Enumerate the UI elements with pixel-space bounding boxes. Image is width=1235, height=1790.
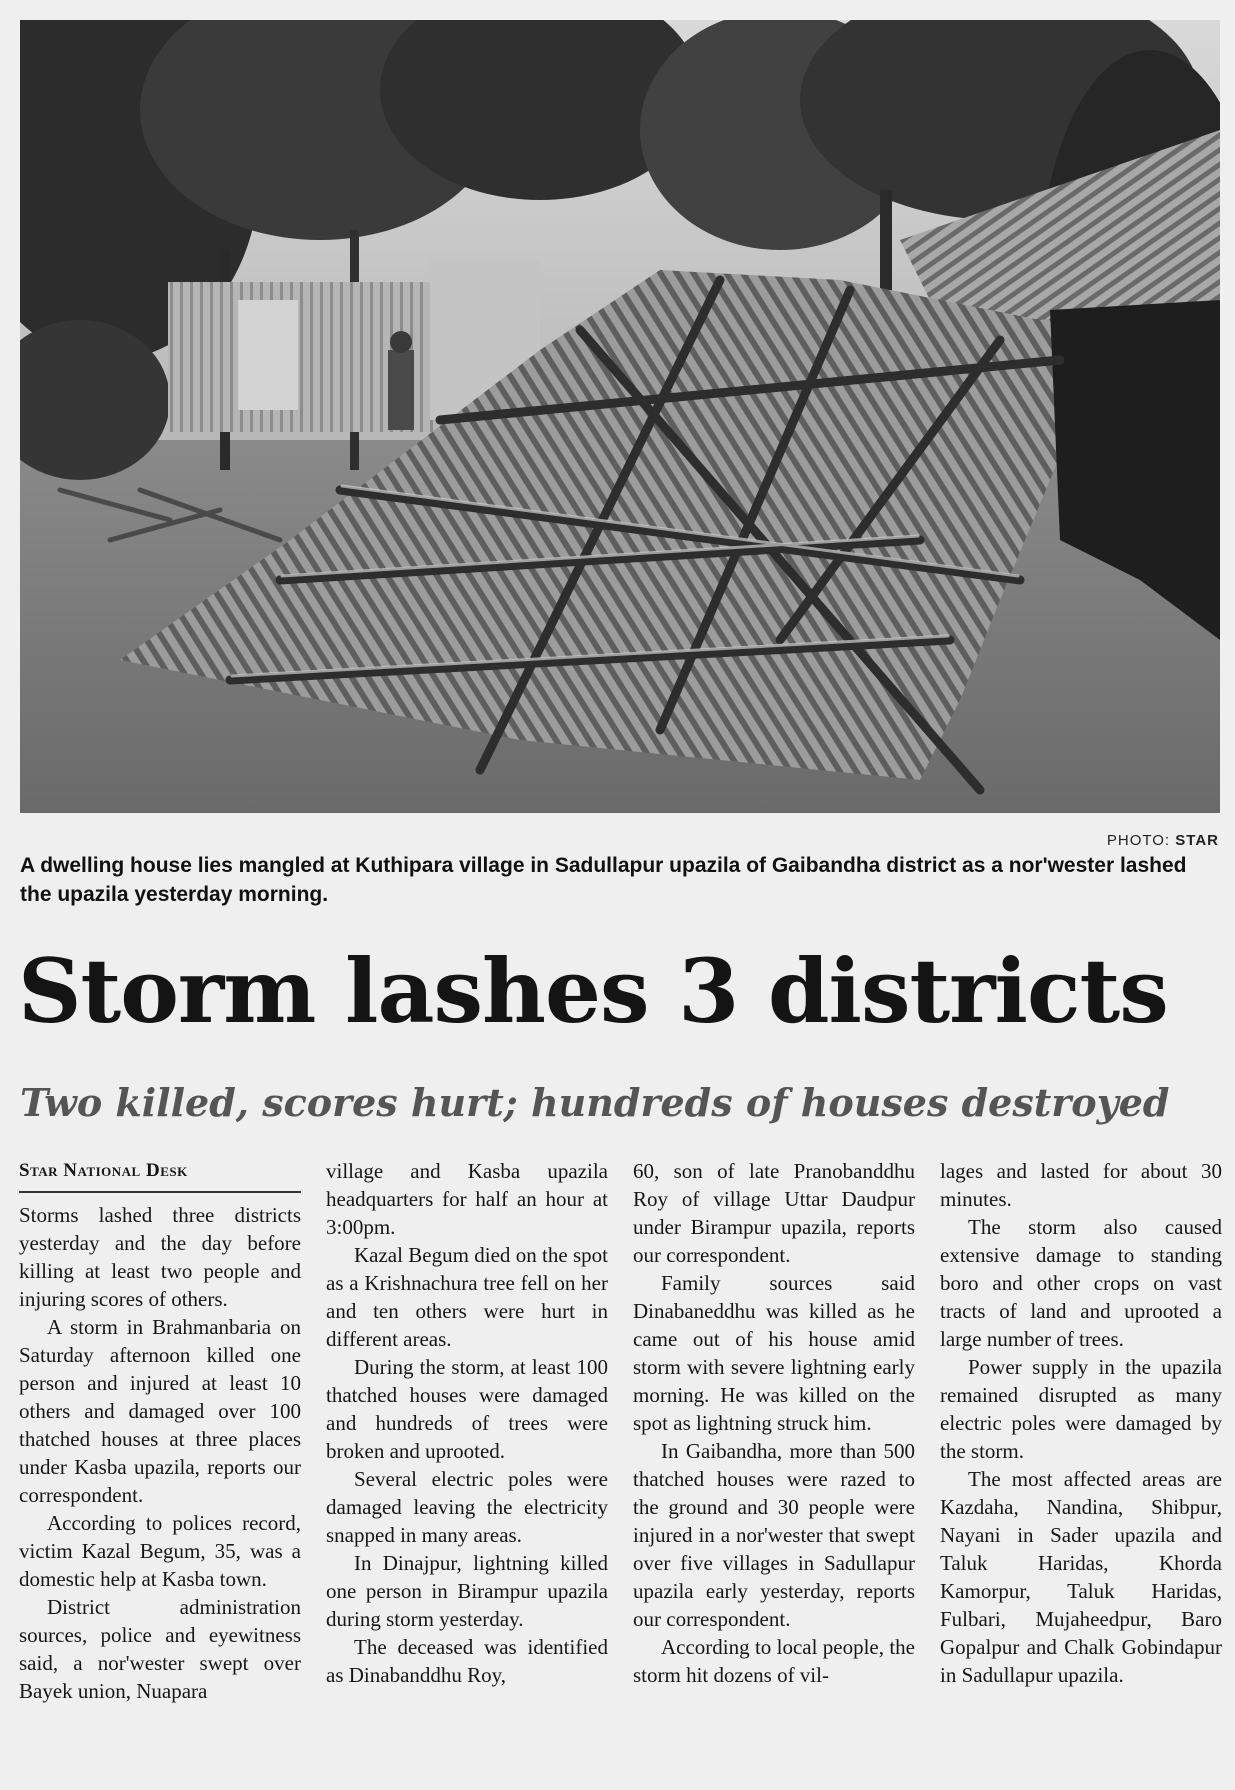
- collapsed-house-photo: [20, 20, 1220, 813]
- paragraph: In Dinajpur, lightning killed one person in Birampur upazila during storm yesterday.: [326, 1551, 608, 1631]
- photo-credit: [1107, 832, 1219, 849]
- paragraph: The most affected areas are Kazdaha, Nandina, Shibpur, Nayani in Sader upazila and Taluk Haridas, Khorda Kamorpur, Taluk Haridas, Fulbari, Mujaheedpur, Baro Gopalpur and Chalk Gobindapur in Sadullapur upazila.: [940, 1467, 1222, 1687]
- paragraph: lages and lasted for about 30 minutes.: [940, 1159, 1222, 1211]
- article-column-4: [940, 1157, 1222, 1782]
- paragraph: The storm also caused extensive damage to standing boro and other crops on vast tracts of land and uprooted a large number of trees.: [940, 1215, 1222, 1351]
- paragraph: According to local people, the storm hit dozens of vil-: [633, 1635, 915, 1687]
- paragraph: The deceased was identified as Dinabanddhu Roy,: [326, 1635, 608, 1687]
- paragraph: Power supply in the upazila remained disrupted as many electric poles were damaged by the storm.: [940, 1355, 1222, 1463]
- paragraph: Several electric poles were damaged leaving the electricity snapped in many areas.: [326, 1467, 608, 1547]
- article-column-2: [326, 1157, 608, 1782]
- paragraph: In Gaibandha, more than 500 thatched houses were razed to the ground and 30 people were injured in a nor'wester that swept over five villages in Sadullapur upazila early yesterday, reports our correspondent.: [633, 1439, 915, 1631]
- paragraph: District administration sources, police and eyewitness said, a nor'wester swept over Bayek union, Nuapara: [19, 1595, 301, 1703]
- news-photo: [20, 20, 1220, 813]
- paragraph: Kazal Begum died on the spot as a Krishnachura tree fell on her and ten others were hurt in different areas.: [326, 1243, 608, 1351]
- article-column-1: [19, 1157, 301, 1782]
- article-body: [19, 1157, 1220, 1782]
- paragraph: According to polices record, victim Kazal Begum, 35, was a domestic help at Kasba town.: [19, 1511, 301, 1591]
- photo-credit-label: PHOTO:: [1106, 832, 1171, 849]
- photo-credit-source: STAR: [1175, 832, 1219, 849]
- paragraph: A storm in Brahmanbaria on Saturday afternoon killed one person and injured at least 10 others and damaged over 100 thatched houses at three places under Kasba upazila, reports our correspondent.: [19, 1315, 301, 1507]
- paragraph: 60, son of late Pranobanddhu Roy of village Uttar Daudpur under Birampur upazila, reports our correspondent.: [633, 1159, 915, 1267]
- byline: Star National Desk: [19, 1157, 301, 1193]
- article-column-3: [633, 1157, 915, 1782]
- photo-caption: A dwelling house lies mangled at Kuthipara village in Sadullapur upazila of Gaibandha district as a nor'wester lashed the upazila yesterday morning.: [20, 854, 1187, 906]
- paragraph: village and Kasba upazila headquarters for half an hour at 3:00pm.: [326, 1159, 608, 1239]
- headline: Storm lashes 3 districts: [18, 939, 1168, 1043]
- paragraph: Family sources said Dinabaneddhu was killed as he came out of his house amid storm with severe lightning early morning. He was killed on the spot as lightning struck him.: [633, 1271, 915, 1435]
- paragraph: Storms lashed three districts yesterday and the day before killing at least two people and injuring scores of others.: [19, 1203, 301, 1311]
- subheadline: Two killed, scores hurt; hundreds of houses destroyed: [20, 1080, 1170, 1125]
- paragraph: During the storm, at least 100 thatched houses were damaged and hundreds of trees were broken and uprooted.: [326, 1355, 608, 1463]
